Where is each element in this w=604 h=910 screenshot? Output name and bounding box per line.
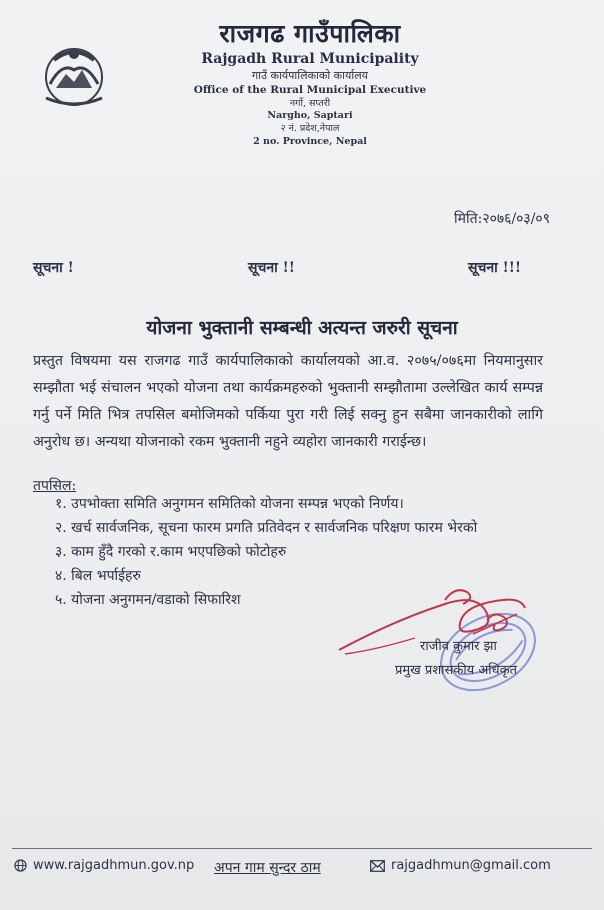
- subject-line: योजना भुक्तानी सम्बन्धी अत्यन्त जरुरी सूचना: [146, 317, 458, 339]
- body-paragraph: प्रस्तुत विषयमा यस राजगढ गाउँ कार्यपालिकाको कार्यालयको आ.व. २०७५/०७६मा नियमानुसार सम्झौता भई संचालन भएको योजना तथा कार्यक्रमहरुको भुक्तानी सम्झौतामा उल्लेखित कार्य सम्पन्न गर्नु पर्ने मिति भित्र तपसिल बमोजिमको पर्किया पुरा गरी लिई सक्नु हुन सबैमा जानकारीको लागि अनुरोध छ। अन्यथा योजनाको रकम भुक्तानी नहुने व्यहोरा जानकारी गराईन्छ।: [33, 353, 543, 450]
- notice-heading-1: सूचना !: [33, 260, 74, 276]
- footer-slogan: अपन गाम सुन्दर ठाम: [214, 860, 321, 876]
- province-np: २ नं. प्रदेश,नेपाल: [280, 123, 340, 135]
- footer-divider: [12, 848, 592, 849]
- list-item: २. खर्च सार्वजनिक, सूचना फारम प्रगति प्रतिवेदन र सार्वजनिक परिक्षण फारम भेरको: [55, 520, 478, 536]
- globe-icon: [14, 859, 27, 872]
- place-np: नर्गो, सप्तरी: [289, 97, 331, 109]
- office-name-en: Office of the Rural Municipal Executive: [193, 84, 427, 97]
- place-en: Nargho, Saptari: [267, 110, 353, 122]
- office-name-np: गाउँ कार्यपालिकाको कार्यालय: [251, 68, 369, 82]
- notice-heading-2: सूचना !!: [248, 260, 295, 276]
- signatory-title: प्रमुख प्रशासकीय अधिकृत: [395, 663, 518, 678]
- list-item: ४. बिल भर्पाईहरु: [55, 568, 141, 584]
- municipality-name-np: राजगढ गाउँपालिका: [219, 19, 401, 48]
- letter-date: मिति:२०७६/०३/०९: [454, 211, 550, 227]
- notice-heading-3: सूचना !!!: [468, 260, 522, 276]
- list-item: ३. काम हुँदै गरको र.काम भएपछिको फोटोहरु: [55, 544, 287, 560]
- list-item: ५. योजना अनुगमन/वडाको सिफारिश: [55, 592, 241, 608]
- municipality-name-en: Rajgadh Rural Municipality: [201, 50, 419, 67]
- nepal-emblem-logo: [36, 40, 112, 110]
- province-en: 2 no. Province, Nepal: [253, 136, 367, 148]
- signatory-name: राजीव कुमार झा: [420, 639, 497, 654]
- handwritten-signature: [335, 580, 535, 670]
- email-address[interactable]: rajgadhmun@gmail.com: [391, 858, 551, 873]
- mail-icon: [370, 860, 385, 872]
- list-item: १. उपभोक्ता समिति अनुगमन समितिको योजना सम्पन्न भएको निर्णय।: [55, 496, 404, 512]
- footer-website[interactable]: [14, 858, 194, 873]
- details-label: तपसिल:: [33, 478, 77, 494]
- letterhead: [160, 20, 460, 148]
- website-url[interactable]: www.rajgadhmun.gov.np: [33, 858, 195, 873]
- footer-email[interactable]: [370, 858, 551, 873]
